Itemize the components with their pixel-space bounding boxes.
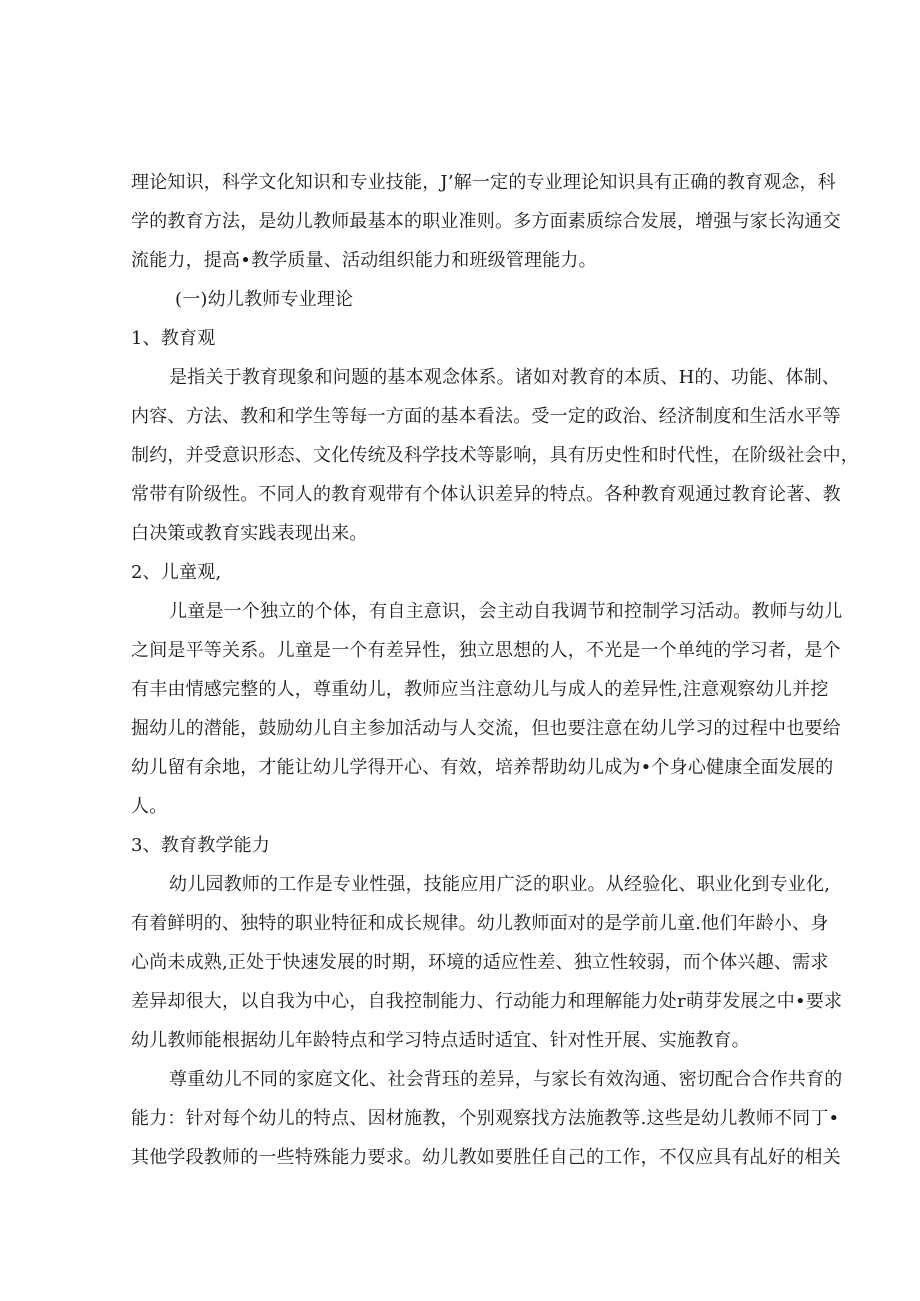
item1-line-5: 白决策或教育实践表现出来。 [131,523,368,544]
item2-line-5: 幼儿留有余地，才能让幼儿学得开心、有效，培养帮助幼儿成为•个身心健康全面发展的 [131,757,834,778]
intro-line-3: 流能力，提高•教学质量、活动组织能力和班级管理能力。 [131,250,597,271]
item1-line-1: 是指关于教育现象和问题的基本观念体系。诸如对教育的本质、H的、功能、体制、 [169,367,841,388]
item3-para2-line-2: 能力：针对每个幼儿的特点、因材施教，个别观察找方法施教等.这些是幼儿教师不同丁• [131,1108,840,1129]
item3-para2-line-3: 其他学段教师的一些特殊能力要求。幼儿教如要胜任自己的工作，不仅应具有乩好的相关 [131,1147,841,1168]
intro-line-2: 学的教育方法，是幼儿教师最基本的职业准则。多方面素质综合发展，增强与家长沟通交 [131,211,841,232]
item3-para2-line-1: 尊重幼儿不同的家庭文化、社会背珏的差异，与家长有效沟通、密切配合合作共育的 [169,1069,843,1090]
item3-para1-line-5: 幼儿教师能根据幼儿年龄特点和学习特点适时适宜、针对性开展、实施教育。 [131,1030,750,1051]
item2-line-1: 儿童是一个独立的个体，有自主意识，会主动自我调节和控制学习活动。教师与幼儿 [169,601,843,622]
item3-para1-line-4: 差异却很大，以自我为中心，自我控制能力、行动能力和理解能力处r萌芽发展之中•要求 [131,991,843,1012]
item3-para1-line-3: 心尚未成熟,正处于快速发展的时期，环境的适应性差、独立性较弱，而个体兴趣、需求 [131,952,829,973]
item2-heading: 2、儿童观, [131,562,222,583]
intro-line-1: 理论知识，科学文化知识和专业技能，J’解一定的专业理论知识具有正确的教育观念，科 [131,172,836,193]
item1-line-2: 内容、方法、教和和学生等每一方面的基本看法。受一定的政治、经济制度和生活水平等 [131,406,841,427]
item1-line-3: 制约，并受意识形态、文化传统及科学技术等影响，具有历史性和时代性，在阶级社会中， [131,445,859,466]
item3-para1-line-1: 幼儿园教师的工作是专业性强，技能应用广泛的职业。从经验化、职业化到专业化, [169,874,831,895]
item1-heading: 1、教育观 [131,328,216,349]
item3-para1-line-2: 有着鲜明的、独特的职业特征和成长规律。幼儿教师面对的是学前儿童.他们年龄小、身 [131,913,829,934]
item3-heading: 3、教育教学能力 [131,835,271,856]
item2-line-3: 有丰由情感完整的人，尊重幼儿，教师应当注意幼儿与成人的差异性,注意观察幼儿并挖 [131,679,829,700]
item2-line-2: 之间是平等关系。儿童是一个有差异性，独立思想的人，不光是一个单纯的学习者，是个 [131,640,841,661]
item2-line-6: 人。 [131,796,168,817]
item1-line-4: 常带有阶级性。不同人的教育观带有个体认识差异的特点。各种教育观通过教育论著、教 [131,484,841,505]
item2-line-4: 掘幼儿的潜能，鼓励幼儿自主参加活动与人交流，但也要注意在幼儿学习的过程中也要给 [131,718,841,739]
section-heading: (一)幼儿教师专业理论 [175,289,354,310]
